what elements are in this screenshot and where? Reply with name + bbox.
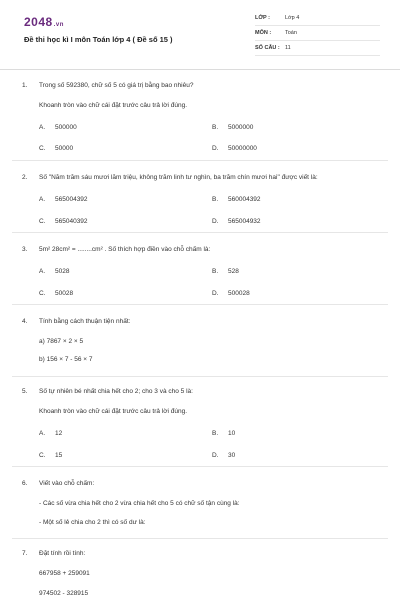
question-text: Đặt tính rồi tính: (39, 550, 86, 557)
divider (12, 538, 388, 539)
option-value: 565040392 (55, 218, 88, 225)
option-c[interactable] (39, 218, 88, 225)
option-value: 12 (55, 430, 63, 437)
option-letter: D. (212, 145, 219, 152)
question-text: Số tự nhiên bé nhất chia hết cho 2; cho 3 và cho 5 là: (39, 388, 193, 395)
option-letter: D. (212, 452, 219, 459)
option-value: 10 (228, 430, 236, 437)
question-number: 6. (22, 480, 28, 487)
option-letter: A. (39, 430, 46, 437)
instruction-text: Khoanh tròn vào chữ cái đặt trước câu trả lời đúng. (39, 408, 188, 415)
option-letter: B. (212, 430, 219, 437)
option-value: 565004932 (228, 218, 261, 225)
option-d[interactable] (212, 452, 235, 459)
option-value: 50028 (55, 290, 74, 297)
question-number: 5. (22, 388, 28, 395)
option-a[interactable] (39, 124, 77, 131)
option-letter: C. (39, 452, 46, 459)
question-text: Trong số 592380, chữ số 5 có giá trị bằng bao nhiêu? (39, 82, 194, 89)
question-text: 5m² 28cm² = ........cm² . Số thích hợp điền vào chỗ chấm là: (39, 246, 211, 253)
option-letter: B. (212, 268, 219, 275)
option-b[interactable] (212, 196, 261, 203)
meta-label: MÔN : (255, 30, 272, 36)
option-value: 5028 (55, 268, 70, 275)
question-list (0, 70, 400, 600)
question-number: 2. (22, 174, 28, 181)
calculation-line: 974502 - 328915 (39, 590, 89, 597)
logo-sub: .vn (53, 22, 64, 28)
site-logo[interactable] (24, 15, 64, 29)
option-c[interactable] (39, 145, 73, 152)
option-value: 50000 (55, 145, 74, 152)
option-value: 500028 (228, 290, 250, 297)
option-letter: C. (39, 290, 46, 297)
meta-question-count (255, 42, 380, 56)
fill-in-line: - Một số lẻ chia cho 2 thì có số dư là: (39, 519, 146, 526)
option-letter: B. (212, 196, 219, 203)
option-a[interactable] (39, 196, 88, 203)
option-d[interactable] (212, 290, 250, 297)
fill-in-line: - Các số vừa chia hết cho 2 vừa chia hết cho 5 có chữ số tận cùng là: (39, 500, 240, 507)
option-value: 560004392 (228, 196, 261, 203)
question-text: Tính bằng cách thuận tiện nhất: (39, 318, 131, 325)
option-b[interactable] (212, 124, 253, 131)
option-a[interactable] (39, 268, 69, 275)
option-letter: D. (212, 218, 219, 225)
option-letter: A. (39, 196, 46, 203)
meta-label: SỐ CÂU : (255, 45, 280, 51)
option-letter: C. (39, 145, 46, 152)
question-number: 4. (22, 318, 28, 325)
option-a[interactable] (39, 430, 62, 437)
option-c[interactable] (39, 452, 62, 459)
option-letter: A. (39, 124, 46, 131)
question-text: Số "Năm trăm sáu mươi lăm triệu, không trăm linh tư nghìn, ba trăm chín mươi hai" được viết là: (39, 174, 318, 181)
option-letter: A. (39, 268, 46, 275)
option-b[interactable] (212, 268, 239, 275)
document-title: Đề thi học kì I môn Toán lớp 4 ( Đề số 15 ) (24, 35, 173, 44)
option-c[interactable] (39, 290, 73, 297)
option-letter: D. (212, 290, 219, 297)
option-value: 50000000 (228, 145, 257, 152)
option-value: 565004392 (55, 196, 88, 203)
divider (12, 160, 388, 161)
sub-question: a) 7867 × 2 × 5 (39, 338, 84, 345)
option-value: 500000 (55, 124, 77, 131)
divider (12, 466, 388, 467)
meta-value: Toán (285, 30, 297, 36)
meta-value: Lớp 4 (285, 15, 300, 21)
option-d[interactable] (212, 218, 261, 225)
option-value: 30 (228, 452, 236, 459)
question-number: 3. (22, 246, 28, 253)
option-value: 5000000 (228, 124, 254, 131)
option-value: 15 (55, 452, 63, 459)
question-number: 1. (22, 82, 28, 89)
sub-question: b) 156 × 7 - 56 × 7 (39, 356, 93, 363)
page-header (0, 0, 400, 70)
option-d[interactable] (212, 145, 257, 152)
question-number: 7. (22, 550, 28, 557)
meta-label: LỚP : (255, 15, 270, 21)
divider (12, 232, 388, 233)
divider (12, 376, 388, 377)
logo-main: 2048 (24, 15, 53, 29)
option-b[interactable] (212, 430, 235, 437)
option-letter: C. (39, 218, 46, 225)
meta-value: 11 (285, 45, 291, 51)
divider (12, 304, 388, 305)
option-value: 528 (228, 268, 239, 275)
question-text: Viết vào chỗ chấm: (39, 480, 95, 487)
meta-class (255, 12, 380, 26)
instruction-text: Khoanh tròn vào chữ cái đặt trước câu trả lời đúng. (39, 102, 188, 109)
calculation-line: 667958 + 259091 (39, 570, 90, 577)
option-letter: B. (212, 124, 219, 131)
meta-subject (255, 27, 380, 41)
